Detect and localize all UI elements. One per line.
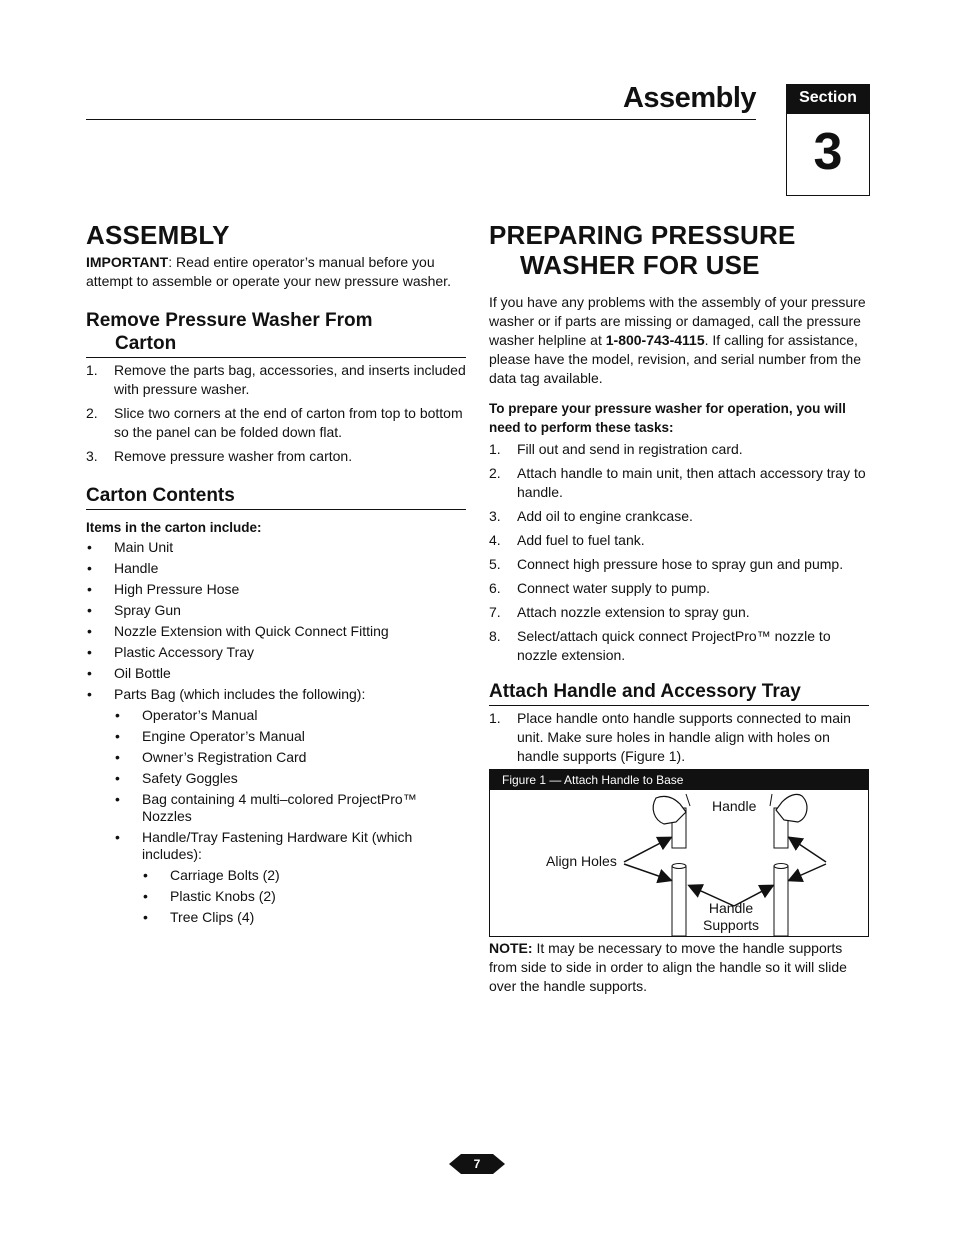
item-text: Spray Gun bbox=[114, 602, 181, 618]
bullet: • bbox=[87, 581, 92, 597]
step-text: Slice two corners at the end of carton from top to bottom so the panel can be folded down flat. bbox=[114, 405, 463, 440]
note-text: It may be necessary to move the handle supports from side to side in order to align the handle so it will slide over the handle supports. bbox=[489, 940, 847, 994]
list-item bbox=[86, 581, 466, 598]
bullet: • bbox=[87, 602, 92, 618]
remove-carton-heading bbox=[86, 309, 466, 358]
label-handle: Handle bbox=[712, 798, 757, 814]
item-text: Handle/Tray Fastening Hardware Kit (which includes): bbox=[142, 829, 413, 862]
bullet: • bbox=[115, 728, 120, 744]
list-item bbox=[489, 709, 869, 766]
step-number: 5. bbox=[489, 556, 501, 572]
bullet: • bbox=[143, 909, 148, 925]
list-item bbox=[86, 867, 466, 884]
list-item bbox=[86, 644, 466, 661]
item-text: Oil Bottle bbox=[114, 665, 171, 681]
list-item bbox=[86, 404, 466, 442]
left-column bbox=[86, 220, 466, 930]
list-item bbox=[489, 555, 869, 574]
page-section-title: Assembly bbox=[622, 82, 756, 114]
list-item bbox=[489, 531, 869, 550]
list-item bbox=[86, 707, 466, 724]
step-text: Connect water supply to pump. bbox=[517, 580, 710, 596]
list-item bbox=[489, 440, 869, 459]
important-paragraph bbox=[86, 253, 466, 291]
list-item bbox=[86, 686, 466, 703]
step-number: 1. bbox=[86, 362, 98, 378]
item-text: Plastic Knobs (2) bbox=[170, 888, 276, 904]
step-text: Place handle onto handle supports connected to main unit. Make sure holes in handle align with holes on handle supports (Figure 1). bbox=[517, 710, 851, 764]
preparing-heading-line2: WASHER FOR USE bbox=[520, 250, 760, 280]
bullet: • bbox=[115, 791, 120, 807]
carton-contents-intro: Items in the carton include: bbox=[86, 520, 262, 535]
bullet: • bbox=[143, 867, 148, 883]
assembly-heading: ASSEMBLY bbox=[86, 220, 230, 250]
bullet: • bbox=[143, 888, 148, 904]
step-text: Add oil to engine crankcase. bbox=[517, 508, 693, 524]
step-text: Remove the parts bag, accessories, and inserts included with pressure washer. bbox=[114, 362, 466, 397]
attach-steps-list bbox=[489, 709, 869, 766]
step-number: 6. bbox=[489, 580, 501, 596]
label-supports-line2: Supports bbox=[703, 917, 760, 933]
section-number: 3 bbox=[813, 123, 843, 181]
remove-heading-line1: Remove Pressure Washer From bbox=[86, 310, 373, 331]
helpline-phone: 1-800-743-4115 bbox=[605, 332, 705, 348]
preparing-heading bbox=[489, 220, 869, 280]
item-text: Parts Bag (which includes the following): bbox=[114, 686, 366, 702]
item-text: Safety Goggles bbox=[142, 770, 238, 786]
important-text: : Read entire operator’s manual before you attempt to assemble or operate your new pressure washer. bbox=[86, 254, 451, 289]
label-supports-line1: Handle bbox=[708, 900, 754, 916]
list-item bbox=[86, 909, 466, 926]
important-label: IMPORTANT bbox=[86, 254, 169, 270]
remove-heading-line2: Carton bbox=[115, 333, 177, 354]
label-align-holes: Align Holes bbox=[546, 853, 617, 869]
handle-support-right bbox=[774, 864, 788, 937]
list-item bbox=[86, 447, 466, 466]
item-text: Nozzle Extension with Quick Connect Fitting bbox=[114, 623, 389, 639]
remove-steps-list bbox=[86, 361, 466, 466]
step-text: Remove pressure washer from carton. bbox=[114, 448, 353, 464]
preparing-heading-line1: PREPARING PRESSURE bbox=[489, 220, 796, 250]
list-item bbox=[86, 560, 466, 577]
list-item bbox=[86, 602, 466, 619]
item-text: Engine Operator’s Manual bbox=[142, 728, 305, 744]
step-number: 8. bbox=[489, 628, 501, 644]
item-text: Main Unit bbox=[114, 539, 174, 555]
bullet: • bbox=[115, 707, 120, 723]
step-number: 4. bbox=[489, 532, 501, 548]
step-text: Attach nozzle extension to spray gun. bbox=[517, 604, 750, 620]
bullet: • bbox=[87, 560, 92, 576]
tasks-list bbox=[489, 440, 869, 665]
list-item bbox=[86, 665, 466, 682]
list-item bbox=[86, 791, 466, 825]
item-text: Handle bbox=[114, 560, 159, 576]
carton-contents-list bbox=[86, 539, 466, 926]
carton-contents-heading: Carton Contents bbox=[86, 484, 466, 510]
label-handle-supports bbox=[703, 900, 759, 934]
bullet: • bbox=[115, 770, 120, 786]
list-item bbox=[86, 623, 466, 640]
figure-attach-handle bbox=[489, 769, 869, 937]
step-text: Attach handle to main unit, then attach accessory tray to handle. bbox=[517, 465, 866, 500]
bullet: • bbox=[87, 539, 92, 555]
list-item bbox=[86, 770, 466, 787]
step-number: 3. bbox=[489, 508, 501, 524]
item-text: Bag containing 4 multi–colored ProjectPro™ Nozzles bbox=[142, 791, 417, 824]
bullet: • bbox=[115, 829, 120, 845]
note-label: NOTE: bbox=[489, 940, 533, 956]
helpline-text-b: . If calling for assistance, please have the model, revision, and serial number from the data tag available. bbox=[489, 332, 861, 386]
step-text: Add fuel to fuel tank. bbox=[517, 532, 645, 548]
item-text: Operator’s Manual bbox=[142, 707, 258, 723]
list-item bbox=[86, 749, 466, 766]
list-item bbox=[86, 361, 466, 399]
step-number: 1. bbox=[489, 441, 501, 457]
step-text: Connect high pressure hose to spray gun and pump. bbox=[517, 556, 844, 572]
figure-caption: Figure 1 — Attach Handle to Base bbox=[490, 770, 868, 790]
bullet: • bbox=[87, 665, 92, 681]
step-text: Fill out and send in registration card. bbox=[517, 441, 743, 457]
item-text: Plastic Accessory Tray bbox=[114, 644, 255, 660]
step-number: 7. bbox=[489, 604, 501, 620]
step-number: 3. bbox=[86, 448, 98, 464]
tasks-intro: To prepare your pressure washer for operation, you will need to perform these tasks: bbox=[489, 401, 846, 435]
step-number: 1. bbox=[489, 710, 501, 726]
header-rule bbox=[86, 119, 756, 120]
bullet: • bbox=[87, 623, 92, 639]
section-badge bbox=[786, 84, 870, 196]
list-item bbox=[86, 539, 466, 556]
item-text: Owner’s Registration Card bbox=[142, 749, 307, 765]
item-text: Carriage Bolts (2) bbox=[170, 867, 280, 883]
bullet: • bbox=[87, 644, 92, 660]
list-item bbox=[86, 888, 466, 905]
helpline-paragraph bbox=[489, 293, 869, 388]
list-item bbox=[489, 507, 869, 526]
item-text: Tree Clips (4) bbox=[170, 909, 255, 925]
bullet: • bbox=[87, 686, 92, 702]
helpline-text-a: If you have any problems with the assembly of your pressure washer or if parts are missing or damaged, call the pressure washer helpline at bbox=[489, 294, 866, 348]
page-number-badge bbox=[449, 1152, 505, 1176]
list-item bbox=[86, 728, 466, 745]
list-item bbox=[489, 627, 869, 665]
list-item bbox=[86, 829, 466, 863]
note-paragraph bbox=[489, 939, 869, 996]
handle-tube-right bbox=[770, 794, 807, 848]
step-text: Select/attach quick connect ProjectPro™ nozzle to nozzle extension. bbox=[517, 628, 831, 663]
item-text: High Pressure Hose bbox=[114, 581, 240, 597]
page-number: 7 bbox=[473, 1157, 481, 1171]
step-number: 2. bbox=[86, 405, 98, 421]
bullet: • bbox=[115, 749, 120, 765]
list-item bbox=[489, 579, 869, 598]
handle-support-left bbox=[672, 864, 686, 937]
list-item bbox=[489, 464, 869, 502]
section-label: Section bbox=[787, 85, 869, 114]
handle-tube-left bbox=[653, 794, 690, 848]
step-number: 2. bbox=[489, 465, 501, 481]
list-item bbox=[489, 603, 869, 622]
right-column bbox=[489, 220, 869, 996]
attach-handle-heading: Attach Handle and Accessory Tray bbox=[489, 680, 869, 706]
